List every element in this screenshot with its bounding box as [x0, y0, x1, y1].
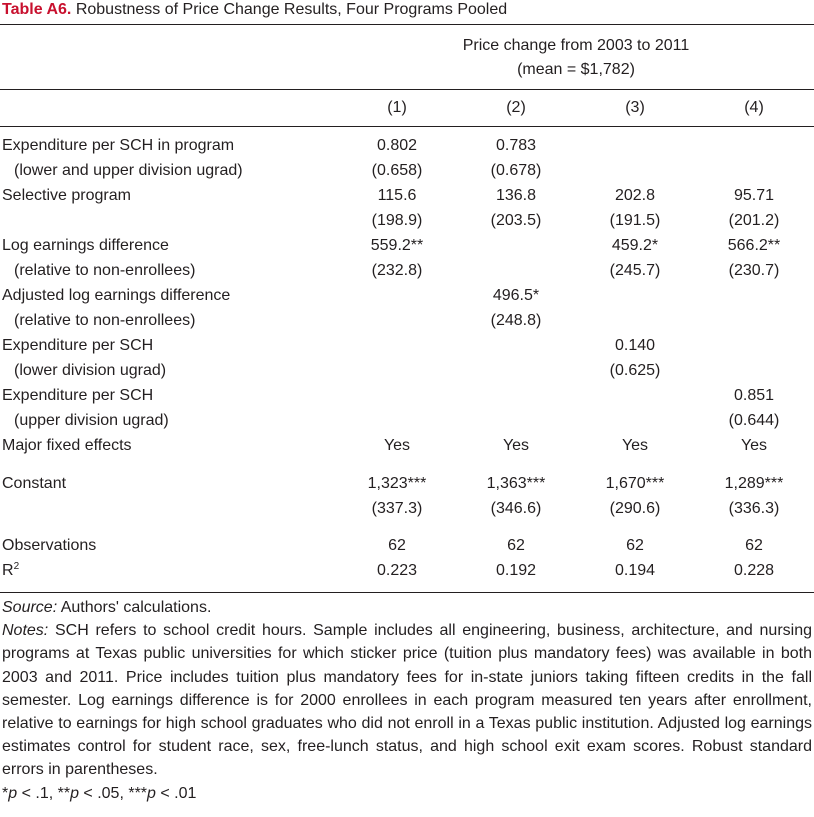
table-cell: 0.802 [376, 137, 418, 154]
table-cell: (0.658) [371, 162, 423, 179]
row-label: Log earnings difference [2, 237, 169, 254]
table-cell: (201.2) [728, 212, 780, 229]
body-rule [0, 126, 814, 127]
table-cell: 0.783 [495, 137, 537, 154]
table-cell: 566.2** [727, 237, 781, 254]
table-cell: 95.71 [733, 187, 775, 204]
row-label: (lower and upper division ugrad) [14, 162, 243, 179]
table-cell: 1,670*** [605, 475, 665, 492]
table-cell: (290.6) [609, 500, 661, 517]
table-cell: 1,323*** [367, 475, 427, 492]
source-label: Source: [2, 599, 58, 616]
table-cell: (337.3) [371, 500, 423, 517]
table-cell: (0.625) [609, 362, 661, 379]
row-label: $R^2$ [2, 561, 20, 579]
row-label: (upper division ugrad) [14, 412, 169, 429]
notes-text: SCH refers to school credit hours. Sample includes all engineering, business, architecture, and nursing programs at Texas public universities for which sticker price (tuition plus mandatory fees) was available in both 2003 and 2011. Price includes tuition plus mandatory fees for in-state juniors taking fifteen credits in the fall semester. Log earnings difference is for 2000 enrollees in each program measured ten years after enrollment, relative to earnings for high school graduates who did not enroll in a Texas public institution. Adjusted log earnings estimates control for student race, sex, free-lunch status, and high school exit exam scores. Robust standard errors in parentheses. [2, 622, 812, 779]
table-cell: 136.8 [495, 187, 537, 204]
table-cell: 459.2* [611, 237, 659, 254]
notes-paragraph [2, 619, 812, 781]
table-cell: 0.223 [376, 562, 418, 579]
row-label: Observations [2, 537, 97, 554]
table-notes [2, 596, 812, 805]
table-cell: 0.140 [614, 337, 656, 354]
table-cell: 115.6 [377, 187, 417, 204]
column-header-1: (1) [387, 99, 407, 116]
table-label: Table A6. [2, 1, 72, 18]
source-text: Authors' calculations. [57, 599, 212, 616]
table-cell: 0.228 [733, 562, 775, 579]
table-title [2, 0, 507, 20]
row-label: Expenditure per SCH [2, 337, 154, 354]
table-cell: Yes [502, 437, 530, 454]
table-cell: Yes [740, 437, 768, 454]
notes-label: Notes: [2, 622, 49, 640]
table-cell: (0.644) [728, 412, 780, 429]
table-cell: (346.6) [490, 500, 542, 517]
row-label: Adjusted log earnings difference [2, 287, 231, 304]
row-label: Expenditure per SCH in program [2, 137, 235, 154]
table-cell: (203.5) [490, 212, 542, 229]
table-cell: 202.8 [614, 187, 656, 204]
top-rule [0, 24, 814, 25]
table-cell: Yes [383, 437, 411, 454]
table-cell: (230.7) [728, 262, 780, 279]
header-line-2: (mean = $1,782) [517, 61, 635, 78]
significance-note: *p < .1, **p < .05, ***p < .01 [2, 784, 197, 802]
row-label: Major fixed effects [2, 437, 132, 454]
table-cell: 62 [388, 537, 406, 554]
source-note [2, 596, 812, 619]
row-label: (relative to non-enrollees) [14, 312, 196, 329]
column-header-4: (4) [744, 99, 764, 116]
table-cell: 559.2** [370, 237, 424, 254]
table-cell: 0.851 [733, 387, 775, 404]
row-label: (lower division ugrad) [14, 362, 167, 379]
table-cell: 1,363*** [486, 475, 546, 492]
table-cell: 496.5* [492, 287, 540, 304]
table-cell: (336.3) [728, 500, 780, 517]
table-cell: (232.8) [371, 262, 423, 279]
table-cell: (0.678) [490, 162, 542, 179]
row-label: (relative to non-enrollees) [14, 262, 196, 279]
table-title-text: Robustness of Price Change Results, Four Programs Pooled [75, 1, 508, 18]
row-label: Constant [2, 475, 67, 492]
table-cell: 62 [507, 537, 525, 554]
table-cell: 0.194 [614, 562, 656, 579]
header-line-1: Price change from 2003 to 2011 [462, 37, 690, 54]
row-label: Selective program [2, 187, 131, 204]
table-cell: (198.9) [371, 212, 423, 229]
column-header-3: (3) [625, 99, 645, 116]
table-cell: 62 [745, 537, 763, 554]
row-label-superscript: 2 [13, 561, 20, 572]
table-cell: (245.7) [609, 262, 661, 279]
bottom-rule [0, 592, 814, 593]
table-cell: (191.5) [609, 212, 661, 229]
table-cell: 0.192 [495, 562, 537, 579]
column-header-2: (2) [506, 99, 526, 116]
table-cell: 62 [626, 537, 644, 554]
table-cell: Yes [621, 437, 649, 454]
table-cell: 1,289*** [724, 475, 784, 492]
table-cell: (248.8) [490, 312, 542, 329]
header-rule [0, 89, 814, 90]
row-label: Expenditure per SCH [2, 387, 154, 404]
